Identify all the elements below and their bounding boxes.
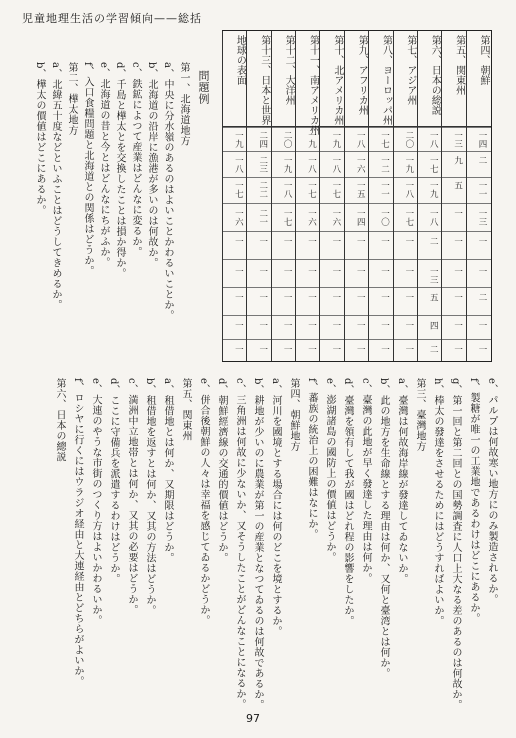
section-heading: 第三、臺灣地方 — [414, 378, 425, 452]
table-cell: 一八 — [428, 131, 439, 148]
question-line: d、千島と樺太とを交換したことは損か得か。 — [114, 62, 125, 279]
table-column — [271, 31, 296, 361]
question-line: b、北海道の沿岸に漁港が多いのは何故か。 — [146, 62, 157, 269]
table-cell: 一 — [403, 345, 414, 354]
question-line: e、北海道の昔と今とはどんなにちがふか。 — [98, 62, 109, 268]
question-line: f、ロシヤに行くにはウラジオ経由と大連経由とどちらがよいか。 — [72, 378, 83, 687]
table-cell: 九 — [452, 156, 463, 165]
table-cell: 一八 — [355, 131, 366, 148]
table-cell: 一 — [282, 321, 293, 330]
question-line: d、臺灣を領有して我が國はどれ程の影響をしたか。 — [342, 378, 353, 627]
table-cell: 一三 — [477, 209, 487, 226]
table-cell: 五 — [452, 181, 463, 190]
table-cell: 一 — [477, 267, 487, 276]
question-line: b、樺太の價値はどこにあるか。 — [34, 62, 45, 216]
table-cell: 一 — [452, 345, 463, 354]
table-cell: 一七 — [379, 131, 390, 148]
table-cell: 一 — [452, 267, 463, 276]
table-cell: 一 — [306, 345, 317, 354]
table-cell: 一九 — [233, 131, 244, 148]
table-column — [295, 31, 320, 361]
table-cell: 一八 — [306, 156, 317, 173]
table-cell: 一 — [233, 321, 244, 330]
table-column-heading: 地球の表面 — [223, 31, 247, 127]
question-line: e、併合後朝鮮の人々は幸福を感じてゐるかどうか。 — [198, 378, 209, 626]
table-cell: 一 — [379, 293, 390, 302]
table-cell: 一九 — [428, 181, 439, 198]
table-cell: 一 — [355, 321, 366, 330]
table-cell: 一 — [403, 237, 414, 246]
question-line: a、河川を國境とする場合には何のどこを境とするか。 — [270, 378, 281, 637]
page-number: 97 — [246, 712, 260, 725]
table-cell: 一 — [306, 237, 317, 246]
table-cell: 一 — [257, 267, 268, 276]
table-cell: 一三 — [452, 131, 463, 148]
table-cell: 五 — [428, 293, 439, 302]
table-cell: 一 — [477, 345, 487, 354]
table-cell: 一 — [477, 321, 487, 330]
question-line: e、大連のやうな市街のつくり方はよいかわるいか。 — [90, 378, 101, 626]
table-cell: 一一 — [379, 181, 390, 198]
table-cell: 一 — [233, 237, 244, 246]
table-cell: 一 — [257, 293, 268, 302]
table-column-heading: 第五、関東州 — [442, 31, 466, 127]
table-cell: 一八 — [428, 209, 439, 226]
table-cell: 二一 — [257, 209, 268, 226]
question-line: f、蕃族の統治上の困難はなにか。 — [306, 378, 317, 540]
table-cell: 一 — [233, 293, 244, 302]
table-cell: 一 — [379, 237, 390, 246]
table-cell: 一 — [306, 321, 317, 330]
question-line: c、満洲中立地帯とは何か、又其の必要はどうか。 — [126, 378, 137, 616]
table-cell: 一七 — [428, 156, 439, 173]
table-cell: 一 — [330, 345, 341, 354]
table-cell: 一八 — [330, 156, 341, 173]
statistics-table — [222, 30, 492, 362]
table-cell: 一 — [355, 345, 366, 354]
table-cell: 一 — [379, 321, 390, 330]
table-column-heading: 第八、ヨーロッパ州 — [369, 31, 393, 127]
table-cell: 一九 — [330, 131, 341, 148]
section-heading: 第四、朝鮮地方 — [288, 378, 299, 452]
table-column — [222, 31, 247, 361]
table-cell: 一 — [403, 293, 414, 302]
table-cell: 一四 — [355, 209, 366, 226]
table-cell: 一 — [257, 321, 268, 330]
table-cell: 一 — [452, 237, 463, 246]
table-cell: 一七 — [403, 209, 414, 226]
table-cell: 一 — [355, 267, 366, 276]
table-cell: 一 — [330, 267, 341, 276]
question-line: c、臺灣の此地が早く發達した理由は何か。 — [360, 378, 371, 584]
table-column-heading: 第十一、南アメリカ州 — [296, 31, 320, 127]
table-cell: 一 — [233, 267, 244, 276]
table-cell: 二 — [477, 156, 487, 165]
section-heading: 第六、日本の總説 — [54, 378, 65, 462]
table-cell: 一 — [379, 345, 390, 354]
table-cell: 一九 — [306, 131, 317, 148]
table-cell: 一七 — [282, 209, 293, 226]
table-column — [368, 31, 393, 361]
question-line: d、朝鮮經濟線の交通的價値はどうか。 — [216, 378, 227, 564]
section-title: 問題例 — [197, 70, 210, 105]
table-column — [319, 31, 344, 361]
section-heading: 第五、関東州 — [180, 378, 191, 441]
table-cell: 二〇 — [282, 131, 293, 148]
table-cell: 一 — [282, 267, 293, 276]
table-column-heading: 第十三、日本と世界 — [247, 31, 271, 127]
table-column-heading: 第九、アフリカ州 — [345, 31, 369, 127]
question-line: h、棒太の發達をさせるためにはどうすればよいか。 — [432, 378, 443, 627]
question-line: d、ここに守備兵を派遣するわけはどうか。 — [108, 378, 119, 585]
table-cell: 一 — [330, 321, 341, 330]
table-cell: 一一 — [477, 181, 487, 198]
table-cell: 一 — [282, 345, 293, 354]
table-cell: 一八 — [282, 181, 293, 198]
question-line: c、三角洲は何故に少ないか、又そうしたことがどんなことになるか。 — [234, 378, 245, 710]
question-line: g、第一回と第二回との国勢調査に人口上大なる差のあるのは何故か。 — [450, 378, 461, 711]
table-cell: 一 — [282, 293, 293, 302]
table-cell: 一 — [355, 237, 366, 246]
table-cell: 一 — [233, 345, 244, 354]
question-line: a、中央に分水嶺のあるのはよいことかわるいことか。 — [162, 62, 173, 321]
table-cell: 二 — [477, 293, 487, 302]
table-cell: 一 — [257, 237, 268, 246]
question-line: b、此の地方を生命線とする理由は何か、又何と臺湾とは何か。 — [378, 378, 389, 679]
table-cell: 二二 — [257, 181, 268, 198]
question-line: b、租借地を返すとは何か、又其の方法はどうか。 — [144, 378, 155, 616]
question-line: a、臺灣は何故海岸線が發達してゐないか。 — [396, 378, 407, 584]
table-cell: 一 — [355, 293, 366, 302]
question-line: 第一、北海道地方 — [178, 62, 189, 146]
table-column-heading: 第七、アジア州 — [394, 31, 418, 127]
table-cell: 一三 — [428, 267, 439, 284]
table-column-heading: 第十二、大洋州 — [272, 31, 296, 127]
table-cell: 一八 — [403, 181, 414, 198]
table-cell: 二三 — [257, 156, 268, 173]
question-line: 第二、樺太地方 — [66, 62, 77, 136]
question-line: f、入口食糧問題と北海道との関係はどうか。 — [82, 62, 93, 277]
table-cell: 一二 — [379, 156, 390, 173]
table-cell: 一 — [403, 267, 414, 276]
table-column-heading: 第六、日本の総説 — [418, 31, 442, 127]
table-cell: 一 — [452, 293, 463, 302]
table-cell: 一 — [257, 345, 268, 354]
table-cell: 一五 — [355, 181, 366, 198]
question-line: b、耕地が少いのに農業が第一の産業となつてゐるのは何故であるか。 — [252, 378, 263, 711]
question-line: f、製糖が唯一の工業地であるわけはどこにあるか。 — [468, 378, 479, 624]
table-column — [466, 31, 491, 361]
table-cell: 一 — [452, 321, 463, 330]
table-cell: 一〇 — [379, 209, 390, 226]
table-cell: 二四 — [257, 131, 268, 148]
question-line: a、租借地とは何か、又期限はどうか。 — [162, 378, 173, 563]
table-cell: 一 — [452, 209, 463, 218]
table-cell: 二 — [428, 237, 439, 246]
table-cell: 一七 — [233, 181, 244, 198]
table-cell: 一 — [477, 237, 487, 246]
table-column — [344, 31, 369, 361]
table-cell: 一 — [403, 321, 414, 330]
table-cell: 一七 — [330, 181, 341, 198]
table-cell: 二 — [428, 345, 439, 354]
question-line: e、澎湖諸島の國防上の價値はどうか。 — [324, 378, 335, 563]
table-cell: 四 — [428, 321, 439, 330]
table-column-heading: 第四、朝鮮 — [467, 31, 491, 127]
table-column — [441, 31, 466, 361]
running-header: 児童地理生活の学習傾向——総括 — [22, 12, 202, 25]
table-cell: 一四 — [477, 131, 487, 148]
table-cell: 一六 — [355, 156, 366, 173]
table-cell: 一九 — [282, 156, 293, 173]
table-column — [417, 31, 442, 361]
table-cell: 一九 — [403, 156, 414, 173]
table-cell: 一六 — [330, 209, 341, 226]
table-column-heading: 第十、北アメリカ州 — [320, 31, 344, 127]
table-cell: 二〇 — [403, 131, 414, 148]
table-cell: 一八 — [233, 156, 244, 173]
table-cell: 一 — [306, 293, 317, 302]
table-cell: 一六 — [306, 209, 317, 226]
table-cell: 一 — [379, 267, 390, 276]
table-cell: 一六 — [233, 209, 244, 226]
question-line: e、パルプは何故寒い地方にのみ製造されるか。 — [486, 378, 497, 605]
table-cell: 一 — [330, 293, 341, 302]
question-line: a、北緯五十度などといふことはどうしてきめるか。 — [50, 62, 61, 310]
table-cell: 一 — [282, 237, 293, 246]
table-column — [246, 31, 271, 361]
table-cell: 一 — [330, 237, 341, 246]
question-line: c、鉄鉱によつて産業はどんなに変るか。 — [130, 62, 141, 258]
table-cell: 一 — [306, 267, 317, 276]
table-column — [393, 31, 418, 361]
table-cell: 一七 — [306, 181, 317, 198]
